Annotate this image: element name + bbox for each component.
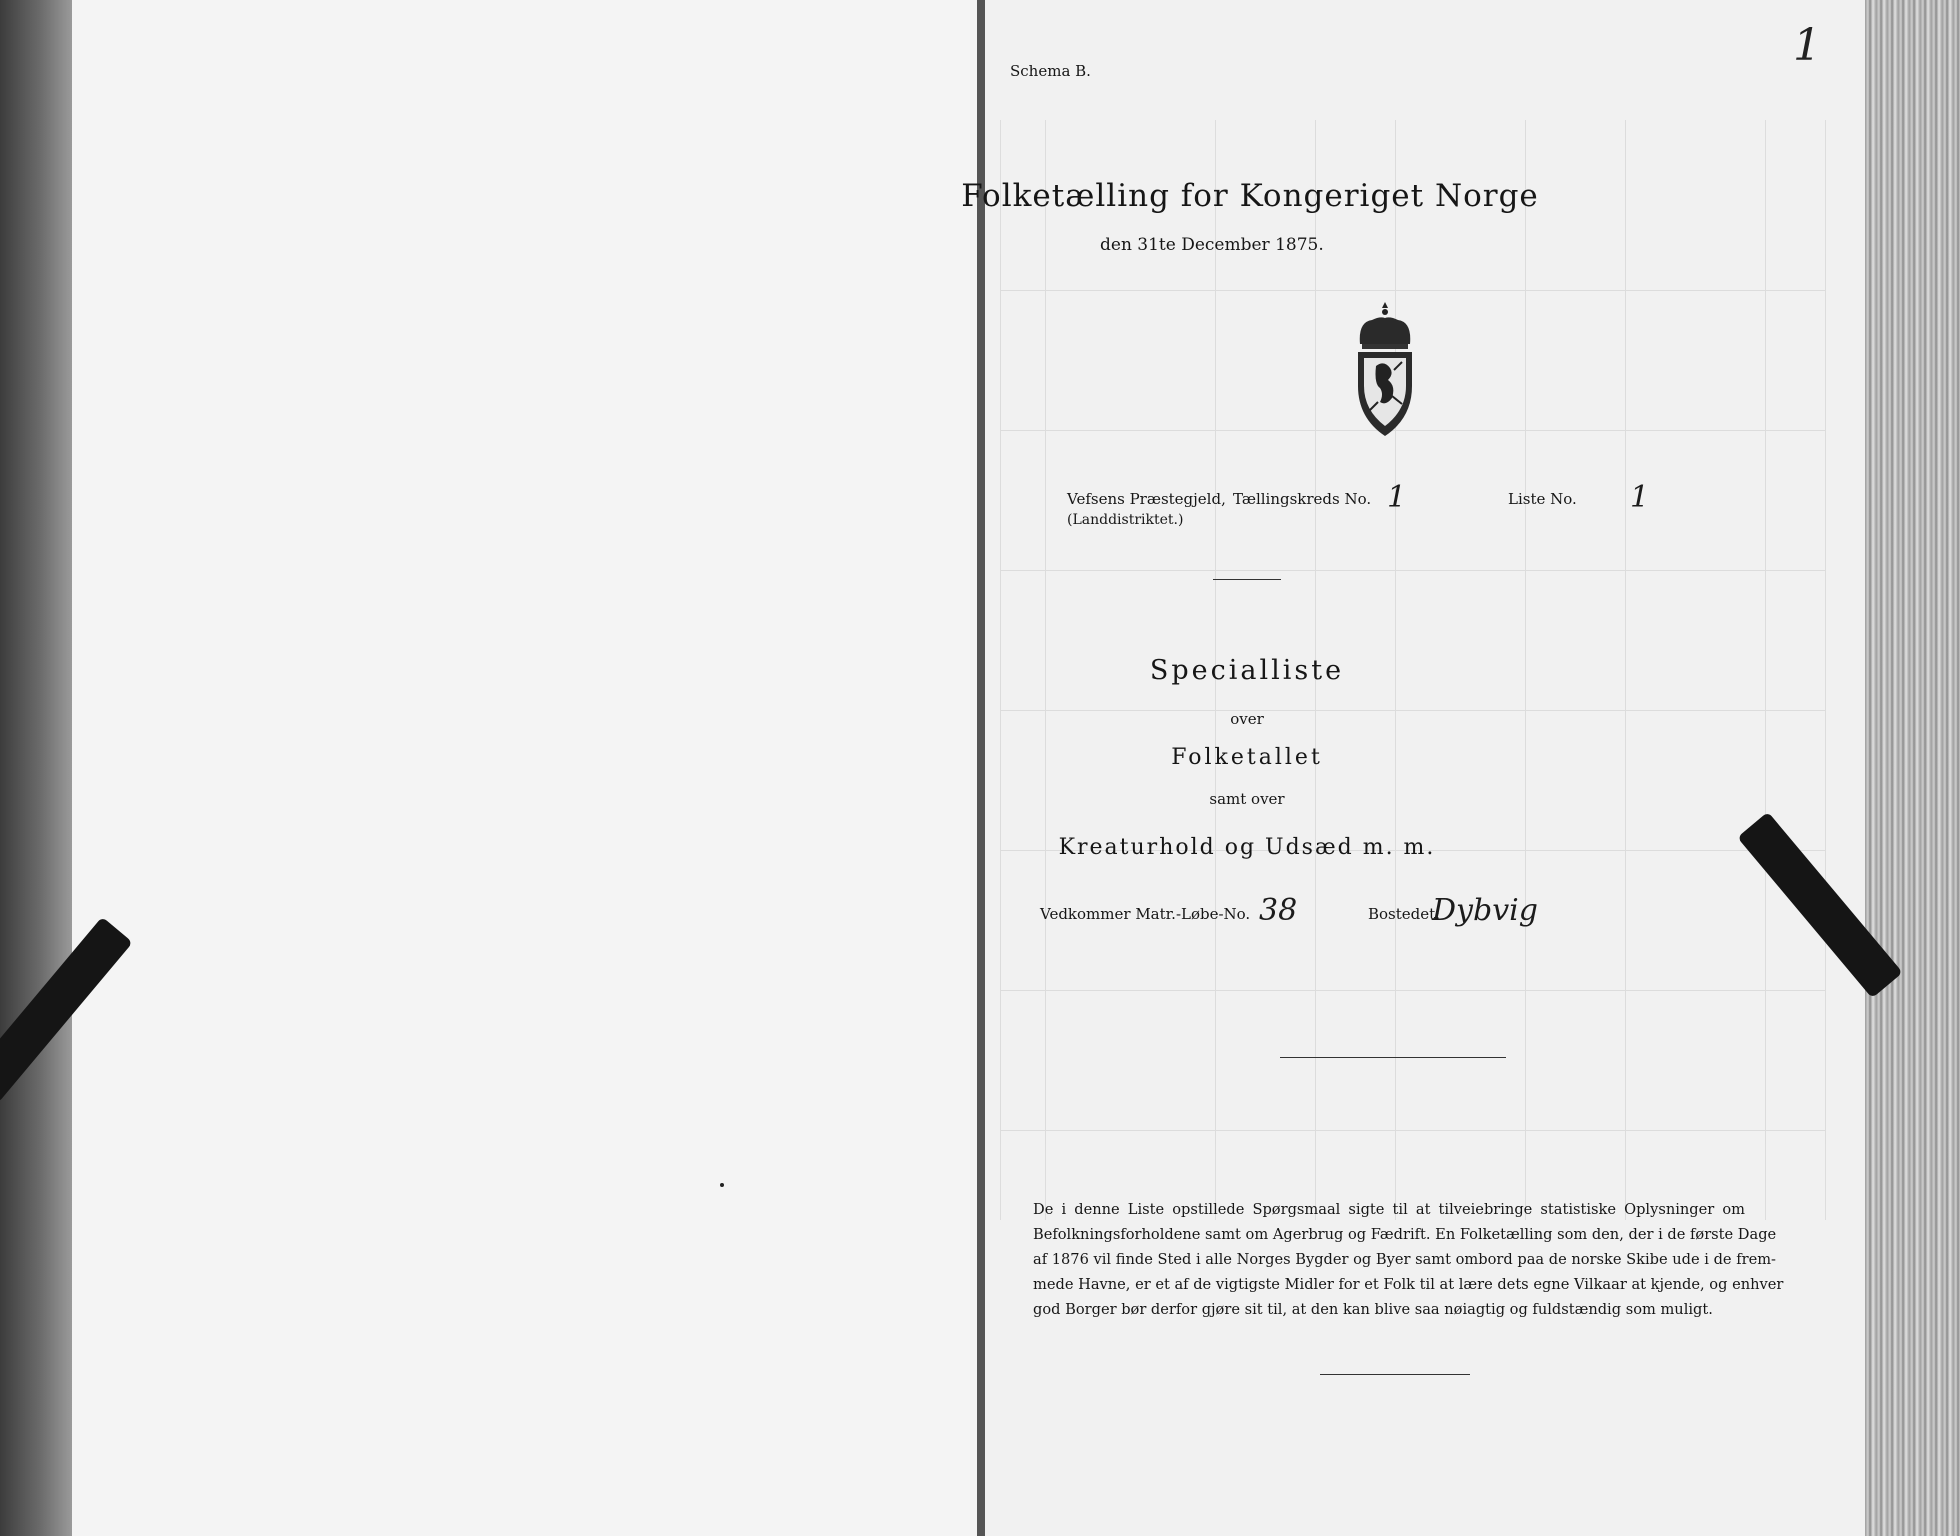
paragraph-line: Befolkningsforholdene samt om Agerbrug og Fædrift. En Folketælling som den, der i de første Dage: [1033, 1226, 1777, 1243]
tellingskreds-label: Tællingskreds No.: [1233, 490, 1372, 508]
parish-district: (Landdistriktet.): [1067, 512, 1184, 528]
page-edges: [1865, 0, 1960, 1536]
norway-coat-of-arms-icon: [1350, 300, 1420, 440]
left-binding-edge: [0, 0, 72, 1536]
divider-rule: [1213, 579, 1281, 580]
paragraph-line: af 1876 vil finde Sted i alle Norges Bygder og Byer samt ombord paa de norske Skibe ude i de frem-: [1033, 1251, 1776, 1268]
liste-label: Liste No.: [1508, 490, 1577, 508]
paragraph-line: god Borger bør derfor gjøre sit til, at den kan blive saa nøiagtig og fuldstændig som muligt.: [1033, 1301, 1713, 1318]
parish-name: Vefsens Præstegjeld,: [1067, 490, 1226, 508]
paragraph-line: De i denne Liste opstillede Spørgsmaal sigte til at tilveiebringe statistiske Oplysninger om: [1033, 1201, 1745, 1218]
ink-speck: [720, 1183, 724, 1187]
bosted-label: Bostedet:: [1368, 905, 1441, 923]
bosted-value: Dybvig: [1432, 893, 1538, 928]
census-date: den 31te December 1875.: [1100, 235, 1324, 255]
divider-rule: [1320, 1374, 1470, 1375]
paragraph-line: mede Havne, er et af de vigtigste Midler for et Folk til at lære dets egne Vilkaar at kjende, og enhver: [1033, 1276, 1784, 1293]
matrikkel-value: 38: [1259, 893, 1298, 928]
schema-label: Schema B.: [1010, 62, 1091, 80]
divider-rule: [1280, 1057, 1506, 1058]
tellingskreds-value: 1: [1387, 480, 1407, 515]
matrikkel-label: Vedkommer Matr.-Løbe-No.: [1040, 905, 1251, 923]
liste-value: 1: [1630, 480, 1650, 515]
left-blank-page: [72, 0, 978, 1536]
page-number: 1: [1793, 20, 1821, 71]
explanation-paragraph: [1033, 1197, 1784, 1322]
book-gutter: [977, 0, 985, 1536]
